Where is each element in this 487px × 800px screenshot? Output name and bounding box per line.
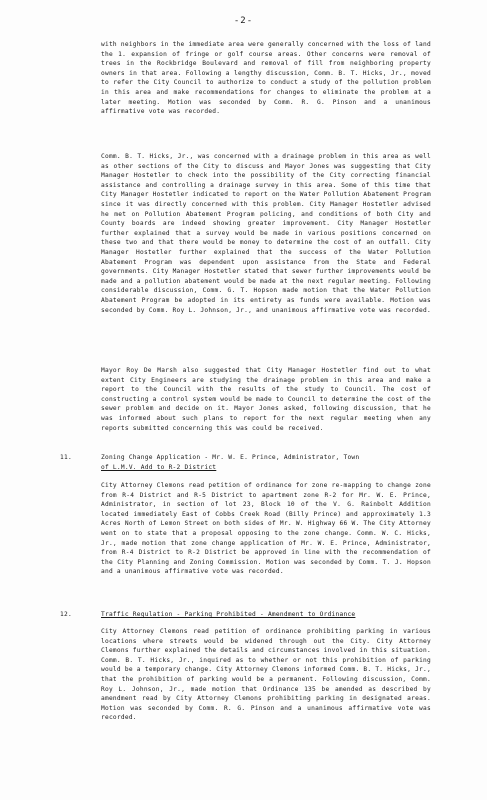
paragraph-neighbors-pollution: with neighbors in the immediate area were generally concerned with the loss of land the 1. expansion of fringe or golf course areas. Other concerns were removal of trees in the Rockbridge Boulevard and removal of fill from neighboring property owners in that area. Following a lengthy discussion, Comm. B. T. Hicks, Jr., moved to refer the City Council to authorize to conduct a study of the pollution problem in this area and make recommendations for changes to eliminate the problem at a later meeting. Motion was seconded by Comm. R. G. Pinson and a unanimous affirmative vote was recorded. <box>101 41 431 116</box>
item-number: 11. <box>60 454 72 461</box>
page-number: -2- <box>233 16 254 26</box>
item-heading-line2: of L.M.V. Add to R-2 District <box>101 463 217 471</box>
paragraph-traffic-regulation: City Attorney Clemons read petition of ordinance prohibiting parking in various locations where streets would be widened through out the City. City Attorney Clemons further explained the details and circumstances involved in this situation. Comm. B. T. Hicks, Jr., inquired as to whether or not this prohibition of parking would be a temporary change. City Attorney Clemons informed Comm. B. T. Hicks, Jr., that the prohibition of parking would be a permanent. Following discussion, Comm. Roy L. Johnson, Jr., made motion that Ordinance 135 be amended as described by amendment read by City Attorney Clemons prohibiting parking in designated areas. Motion was seconded by Comm. R. G. Pinson and a unanimous affirmative vote was recorded. <box>101 628 431 722</box>
item-heading <box>101 453 440 472</box>
paragraph-engineers-study: Mayor Roy De Marsh also suggested that City Manager Hostetler find out to what extent City Engineers are studying the drainage problem in this area and make a report to the Council with the results of the study to Council. The cost of constructing a control system would be made to Council to determine the cost of the sewer problem and decide on it. Mayor Jones asked, following discussion, that he was informed about such plans to report for the next regular meeting when any reports submitted concerning this was could be received. <box>101 367 431 432</box>
item-heading-line1: Traffic Regulation - Parking Prohibited - Amendment to Ordinance <box>101 611 356 618</box>
item-number: 12. <box>60 611 72 618</box>
paragraph-drainage-problem: Comm. B. T. Hicks, Jr., was concerned with a drainage problem in this area as well as other sections of the City to discuss and Mayor Jones was suggesting that City Manager Hostetler to check into the possibility of the City correcting financial assistance and controlling a drainage survey in this area. Some of this time that City Manager Hostetler indicated to report on the Water Pollution Abatement Program since it was directly concerned with this problem. City Manager Hostetler advised he met on Pollution Abatement Program policing, and conditions of both City and County boards are indeed showing greater improvement. City Manager Hostetler further explained that a survey would be made in various positions concerned on these two and that there would be money to determine the cost of an outfall. City Manager Hostetler further explained that the success of the Water Pollution Abatement Program was dependent upon assistance from the State and Federal governments. City Manager Hostetler stated that sewer further improvements would be made and a pollution abatement would be made at the next regular meeting. Following considerable discussion, Comm. G. T. Hopson made motion that the Water Pollution Abatement Program be adopted in its entirety as funds were available. Motion was seconded by Comm. Roy L. Johnson, Jr., and unanimous affirmative vote was recorded. <box>101 153 431 314</box>
item-heading-line1: Zoning Change Application - Mr. W. E. Prince, Administrator, Town <box>101 454 360 461</box>
paragraph-zoning-change: City Attorney Clemons read petition of ordinance for zone re-mapping to change zone from R-4 District and R-5 District to apartment zone R-2 for Mr. W. E. Prince, Administrator, in section of lot 23, Block 10 of the V. G. Rainbolt Addition located immediately East of Cobbs Creek Road (Billy Prince) and approximately 1.3 Acres North of Lemon Street on both sides of Mr. W. Highway 66 W. The City Attorney went on to state that a proposal opposing to the zone change. Comm. W. C. Hicks, Jr., made motion that zone change application of Mr. W. E. Prince, Administrator, from R-4 District to R-2 District be approved in line with the recommendation of the City Planning and Zoning Commission. Motion was seconded by Comm. T. J. Hopson and a unanimous affirmative vote was recorded. <box>101 482 431 576</box>
